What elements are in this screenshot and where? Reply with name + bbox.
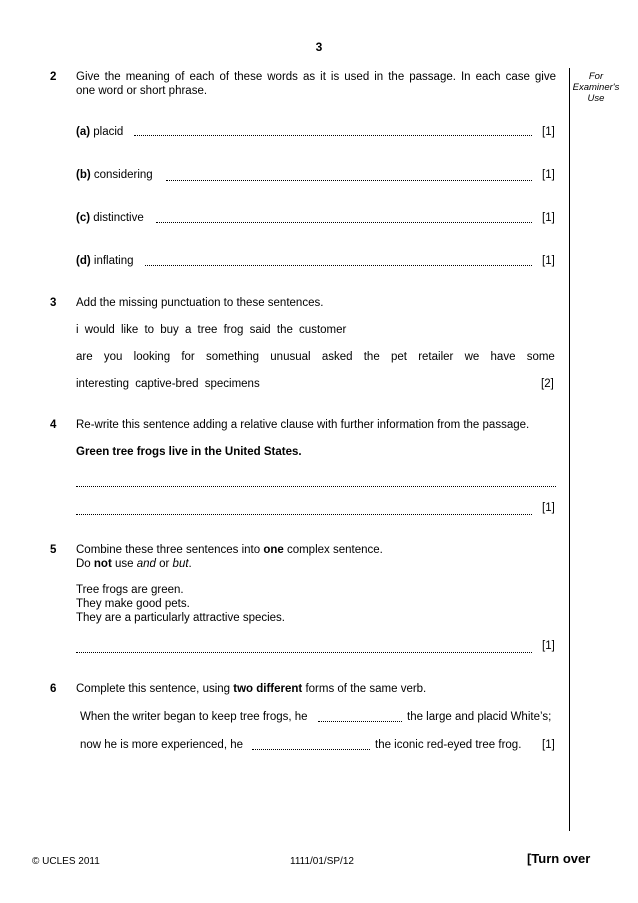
answer-line[interactable] <box>76 514 532 515</box>
answer-line[interactable] <box>76 486 556 487</box>
source-sentence: Tree frogs are green. <box>76 584 184 596</box>
copyright: © UCLES 2011 <box>32 856 100 867</box>
mark-allocation: [1] <box>542 640 555 652</box>
part-label-a: (a) placid <box>76 126 124 138</box>
part-label-b: (b) considering <box>76 169 153 181</box>
page-number: 3 <box>315 40 323 54</box>
mark-allocation: [1] <box>542 126 555 138</box>
mark-allocation: [1] <box>542 739 555 751</box>
paper-code: 1111/01/SP/12 <box>290 856 354 867</box>
mark-allocation: [2] <box>541 378 554 390</box>
answer-blank-1[interactable] <box>318 721 402 722</box>
question-text: Combine these three sentences into one complex sentence. <box>76 544 383 556</box>
answer-line-c[interactable] <box>156 222 532 223</box>
examiner-use-label: For Examiner's Use <box>572 71 620 104</box>
examiner-margin-rule <box>569 68 570 831</box>
answer-line-d[interactable] <box>145 265 532 266</box>
target-sentence: Green tree frogs live in the United States. <box>76 446 302 458</box>
sentence-line: are you looking for something unusual asked the pet retailer we have some <box>76 351 555 363</box>
turn-over: [Turn over <box>527 851 591 866</box>
part-label-c: (c) distinctive <box>76 212 144 224</box>
sentence-line: i would like to buy a tree frog said the customer <box>76 324 347 336</box>
question-text: Add the missing punctuation to these sentences. <box>76 297 324 309</box>
question-number: 4 <box>50 419 57 431</box>
part-label-d: (d) inflating <box>76 255 134 267</box>
mark-allocation: [1] <box>542 212 555 224</box>
mark-allocation: [1] <box>542 255 555 267</box>
source-sentence: They are a particularly attractive species. <box>76 612 286 624</box>
answer-blank-2[interactable] <box>252 749 370 750</box>
source-sentence: They make good pets. <box>76 598 190 610</box>
question-number: 3 <box>50 297 57 309</box>
sentence-part: now he is more experienced, he <box>80 739 244 751</box>
question-number: 2 <box>50 71 57 83</box>
question-text: Re-write this sentence adding a relative clause with further information from the passage. <box>76 419 530 431</box>
answer-line-a[interactable] <box>134 135 532 136</box>
answer-line-b[interactable] <box>166 180 532 181</box>
answer-line[interactable] <box>76 652 532 653</box>
question-number: 6 <box>50 683 57 695</box>
question-text: Give the meaning of each of these words as it is used in the passage. In each case give <box>76 71 556 83</box>
question-instruction: Do not use and or but. <box>76 558 192 570</box>
question-number: 5 <box>50 544 57 556</box>
sentence-line: interesting captive-bred specimens <box>76 378 260 390</box>
sentence-part: the iconic red-eyed tree frog. <box>375 739 522 751</box>
question-text: Complete this sentence, using two different forms of the same verb. <box>76 683 427 695</box>
question-text: one word or short phrase. <box>76 85 208 97</box>
sentence-part: When the writer began to keep tree frogs, he <box>80 711 308 723</box>
sentence-part: the large and placid White’s; <box>407 711 552 723</box>
mark-allocation: [1] <box>542 169 555 181</box>
mark-allocation: [1] <box>542 502 555 514</box>
